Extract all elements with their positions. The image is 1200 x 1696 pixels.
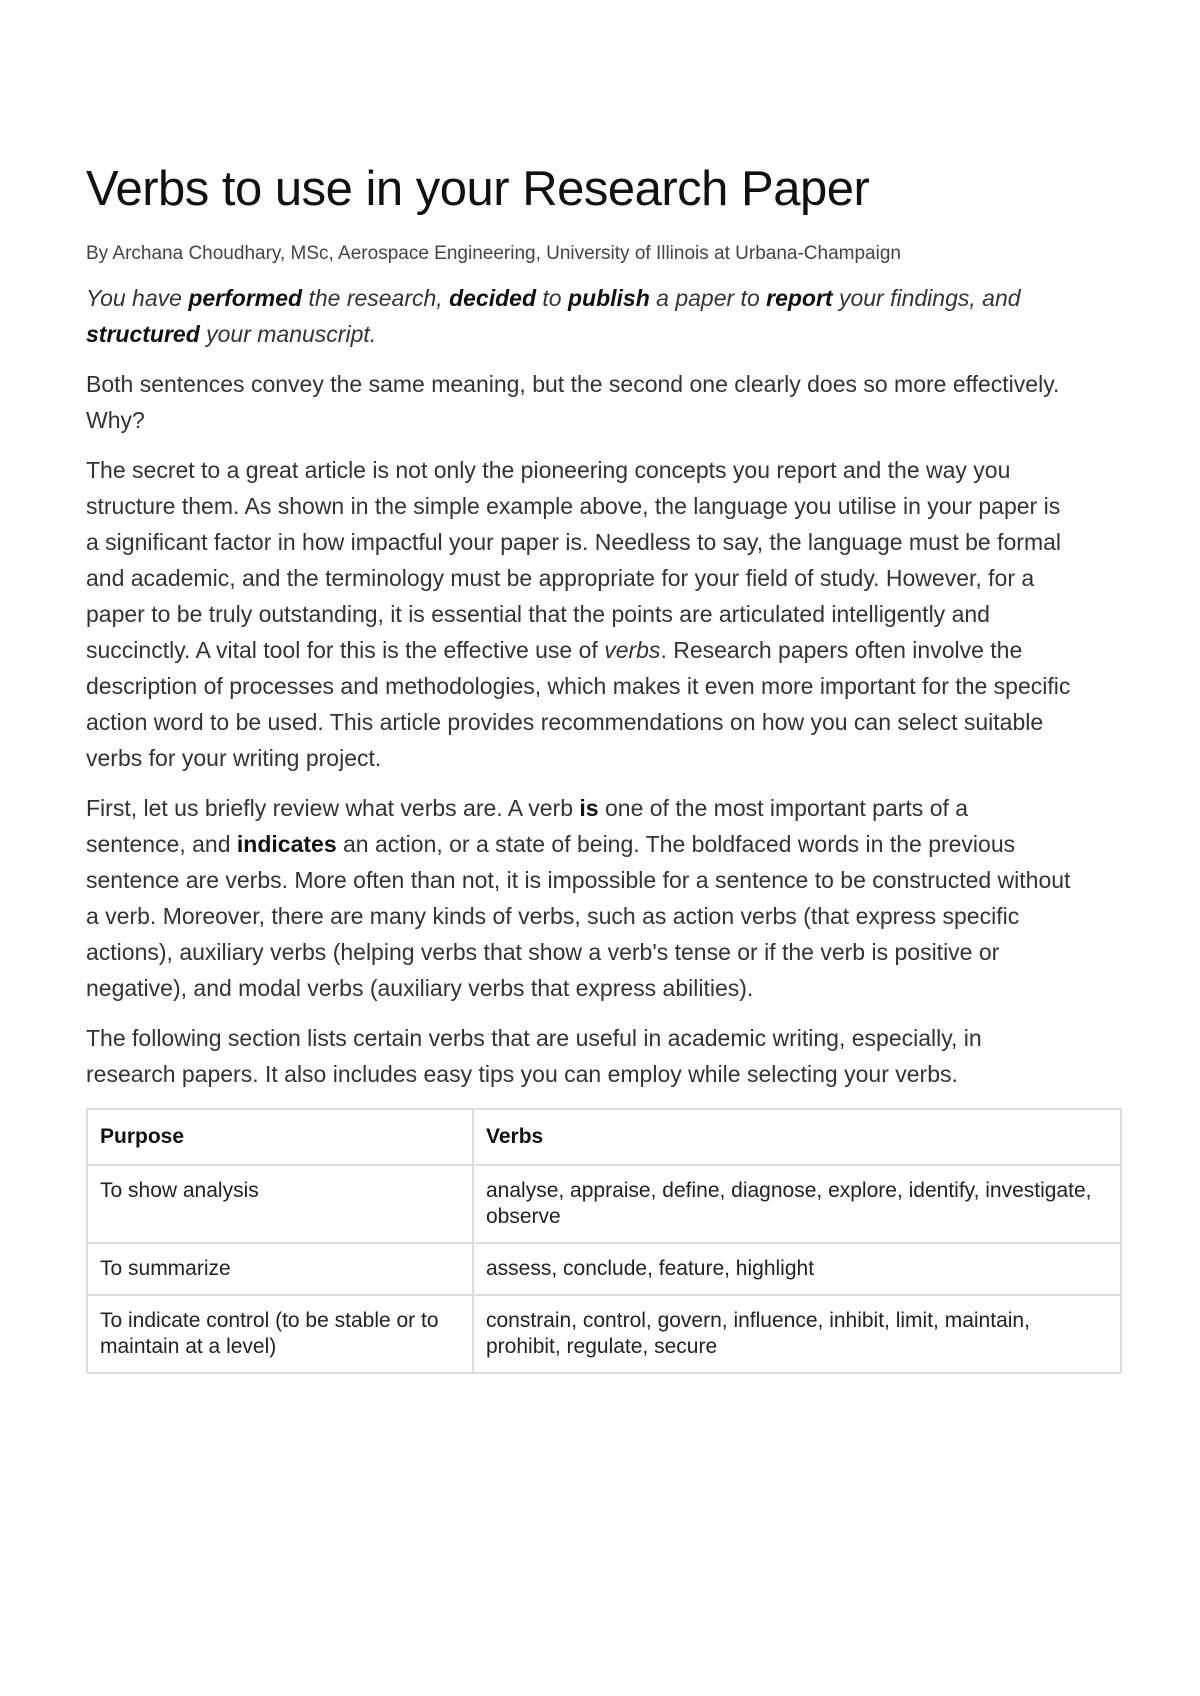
byline: By Archana Choudhary, MSc, Aerospace Engineering, University of Illinois at Urbana-Champaign xyxy=(86,242,901,264)
paragraph-3: First, let us briefly review what verbs are. A verb is one of the most important parts of a sentence, and indicates an action, or a state of being. The boldfaced words in the previous sentence are verbs. More often than not, it is impossible for a sentence to be constructed without a verb. Moreover, there are many kinds of verbs, such as action verbs (that express specific actions), auxiliary verbs (helping verbs that show a verb's tense or if the verb is positive or negative), and modal verbs (auxiliary verbs that express abilities). xyxy=(86,795,1071,1002)
table-row xyxy=(87,1243,1121,1295)
paragraph-2: The secret to a great article is not only the pioneering concepts you report and the way you structure them. As shown in the simple example above, the language you utilise in your paper is a significant factor in how impactful your paper is. Needless to say, the language must be formal and academic, and the terminology must be appropriate for your field of study. However, for a paper to be truly outstanding, it is essential that the points are articulated intelligently and succinctly. A vital tool for this is the effective use of verbs. Research papers often involve the description of processes and methodologies, which makes it even more important for the specific action word to be used. This article provides recommendations on how you can select suitable verbs for your writing project. xyxy=(86,457,1071,772)
verb-publish: publish xyxy=(567,285,650,312)
verbs-table xyxy=(86,1108,1122,1374)
verb-structured: structured xyxy=(86,321,200,348)
verb-decided: decided xyxy=(449,285,537,312)
verb-indicates: indicates xyxy=(236,831,337,858)
header-verbs: Verbs xyxy=(473,1109,1121,1165)
verb-performed: performed xyxy=(188,285,303,312)
table-row xyxy=(87,1165,1121,1243)
verb-is: is xyxy=(579,795,599,822)
table-header-row xyxy=(87,1109,1121,1165)
article xyxy=(86,160,1126,1374)
table-row xyxy=(87,1295,1121,1373)
verbs-cell: analyse, appraise, define, diagnose, explore, identify, investigate, observe xyxy=(473,1165,1121,1243)
verbs-cell: assess, conclude, feature, highlight xyxy=(473,1243,1121,1295)
verb-report: report xyxy=(766,285,833,312)
purpose-cell: To show analysis xyxy=(87,1165,473,1243)
paragraph-1: Both sentences convey the same meaning, but the second one clearly does so more effectively. Why? xyxy=(86,371,1060,434)
header-purpose: Purpose xyxy=(87,1109,473,1165)
emphasis-verbs: verbs xyxy=(604,637,661,664)
purpose-cell: To indicate control (to be stable or to maintain at a level) xyxy=(87,1295,473,1373)
intro-paragraph: You have performed the research, decided to publish a paper to report your findings, and structured your manuscript. xyxy=(86,285,1021,348)
paragraph-4: The following section lists certain verbs that are useful in academic writing, especially, in research papers. It also includes easy tips you can employ while selecting your verbs. xyxy=(86,1025,982,1088)
verbs-cell: constrain, control, govern, influence, inhibit, limit, maintain, prohibit, regulate, secure xyxy=(473,1295,1121,1373)
article-title: Verbs to use in your Research Paper xyxy=(86,162,870,216)
purpose-cell: To summarize xyxy=(87,1243,473,1295)
